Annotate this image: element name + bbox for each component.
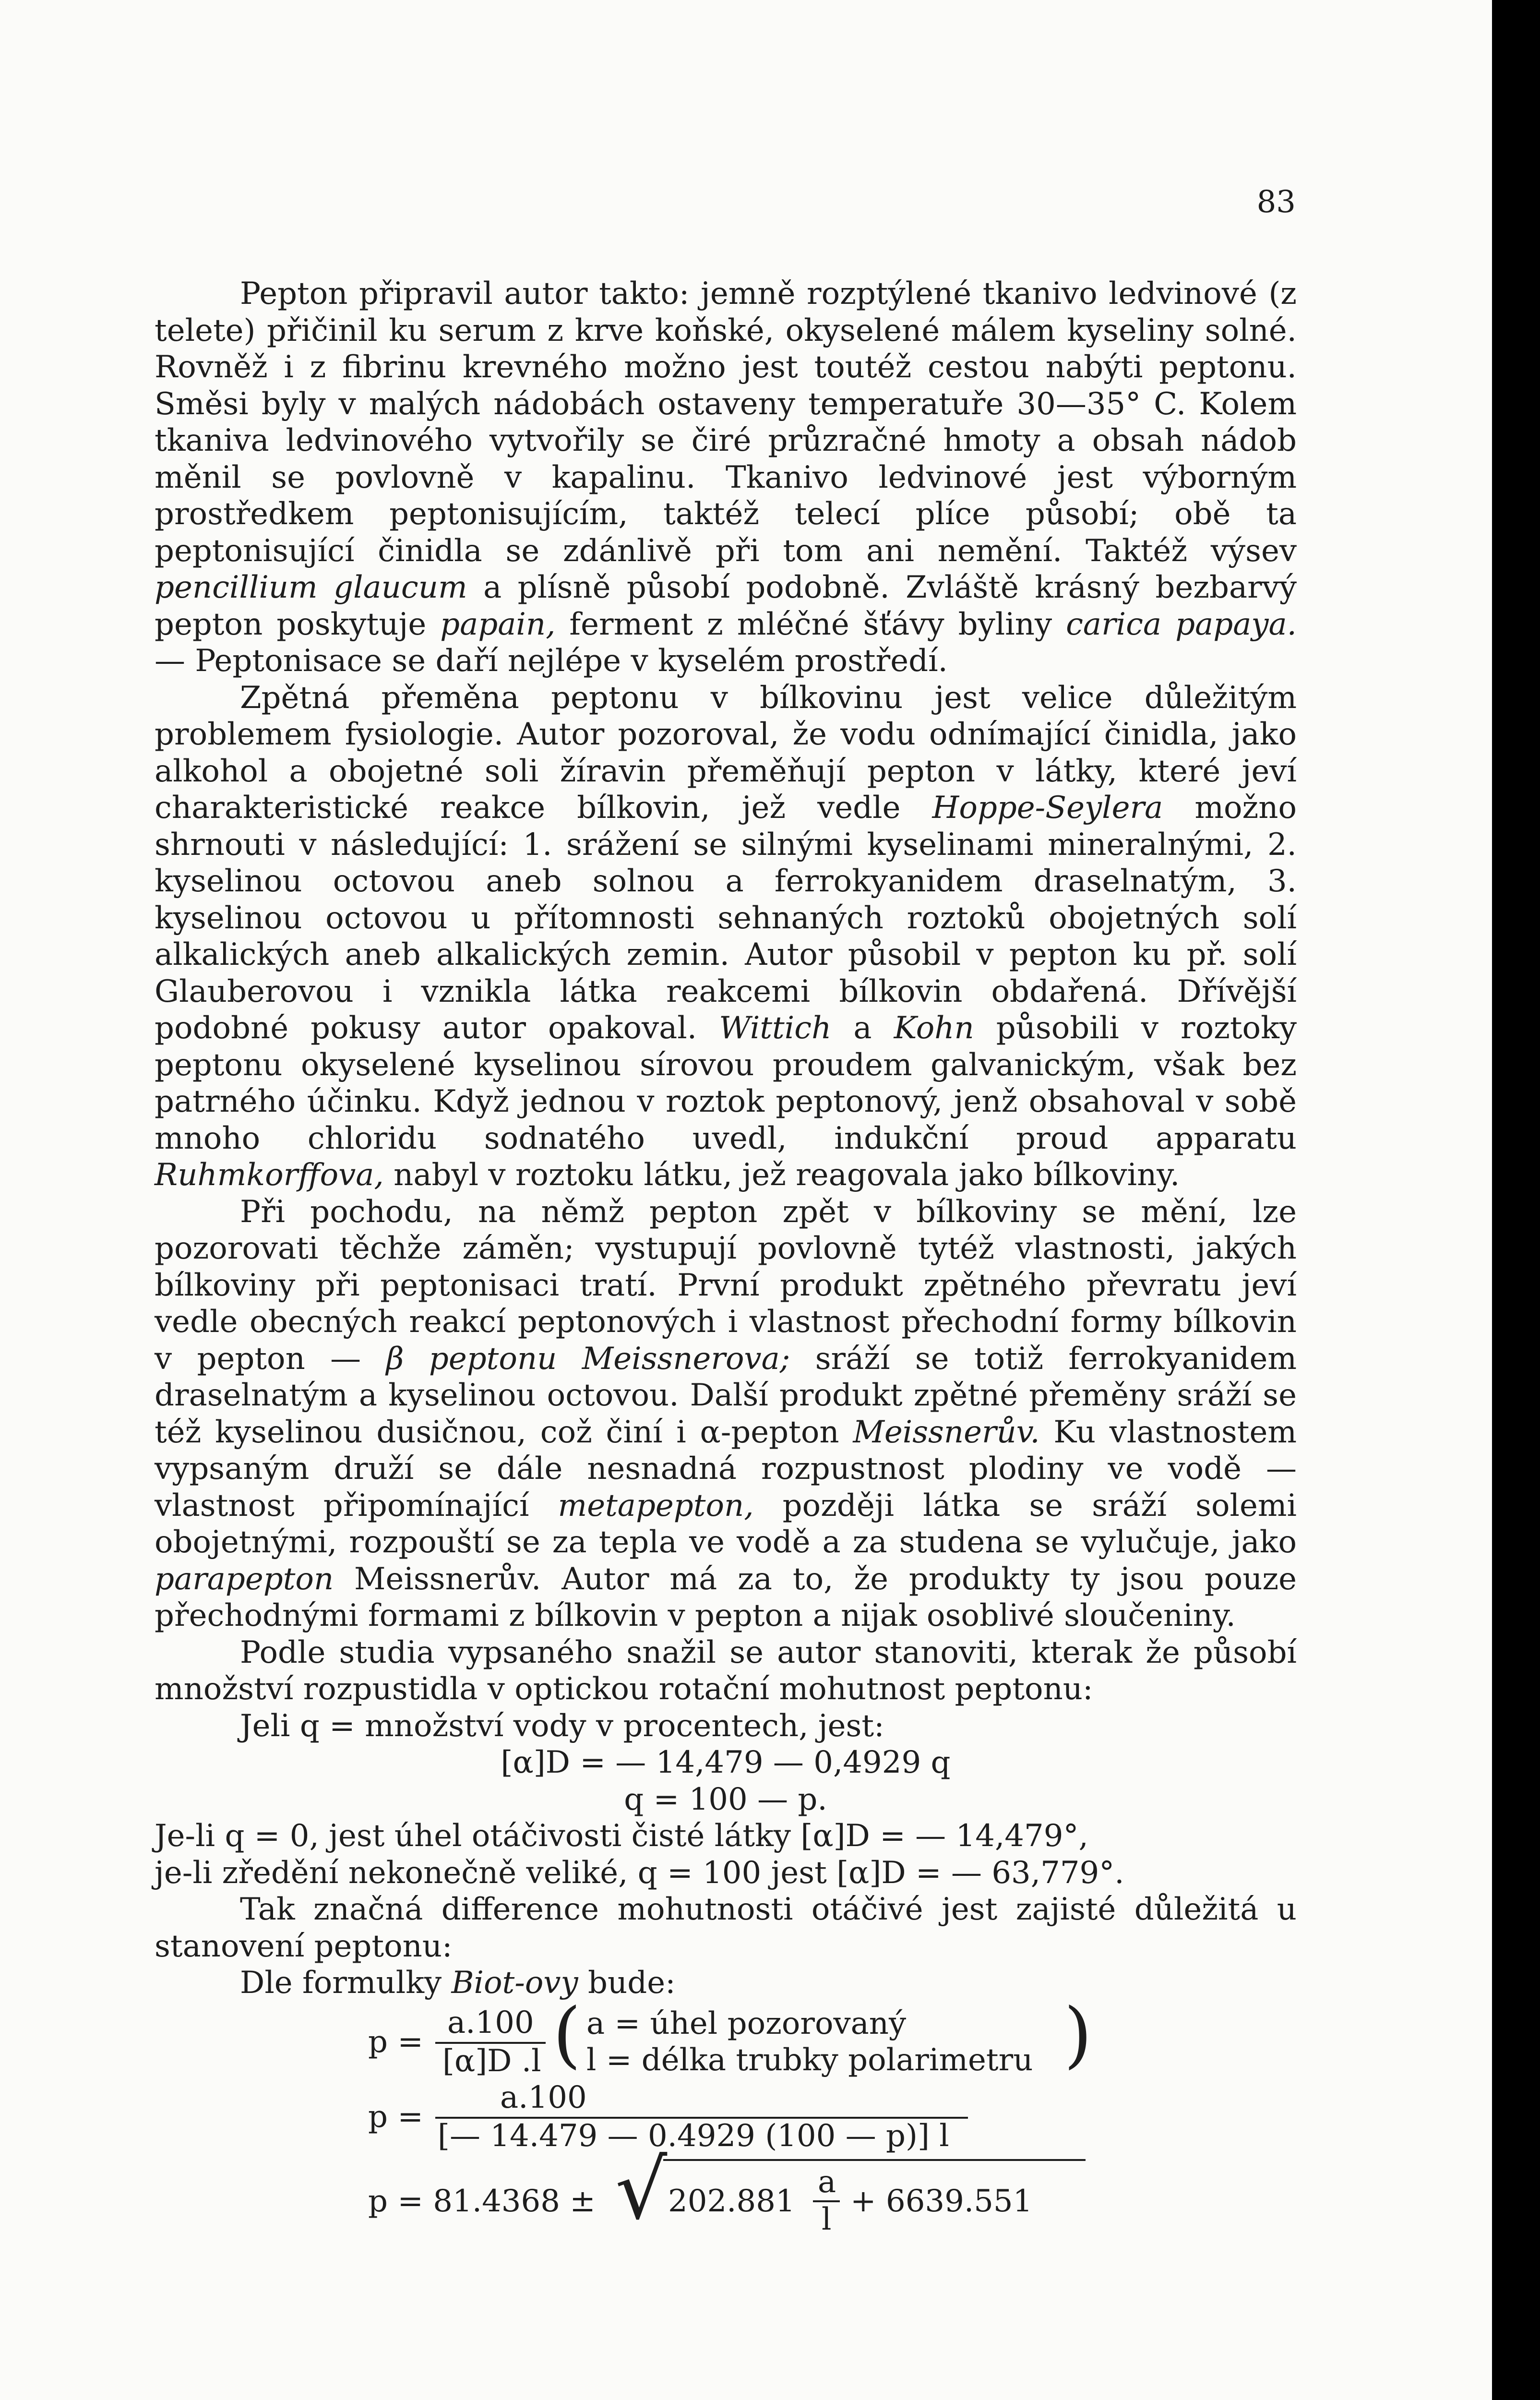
text-run: možno shrnouti v následující: 1. srážení se silnými kyselinami mineralnými, 2. kyselinou octovou aneb solnou a ferrokyanidem draselnatým, 3. kyselinou octovou u přítomnosti sehnaných roztoků obojetných solí alkalických aneb alkalických zemin. Autor působil v pepton ku př. solí Glauberovou i vznikla látka reakcemi bílkovin obdařená. Dřívější podobné pokusy autor opakoval. — [155, 790, 1297, 1046]
formula-3 — [155, 2142, 1297, 2238]
brace-right: ) — [1064, 1992, 1092, 2076]
root-bar — [663, 2159, 1086, 2161]
body-text — [155, 276, 1297, 2239]
formula-3-frac-den: l — [822, 2201, 832, 2237]
brace-left: ( — [553, 1992, 581, 2076]
italic-term: Hoppe-Seylera — [932, 790, 1163, 826]
line-dilute: je-li zředění nekonečně veliké, q = 100 jest [α]D = — 63,779°. — [155, 1855, 1124, 1891]
text-run: působili v roztoky peptonu okyselené kyselinou sírovou proudem galvanickým, však bez patrného účinku. Když jednou v roztok peptonový, jenž obsahoval v sobě mnoho chloridu sodnatého uvedl, indukční proud apparatu — [155, 1010, 1297, 1156]
text-run: později látka se sráží solemi obojetnými, rozpouští se za tepla ve vodě a za studena se vylučuje, jako — [155, 1488, 1297, 1560]
formula-1-lhs: p = — [368, 2024, 423, 2060]
formula-3-lhs: p = 81.4368 ± — [368, 2183, 596, 2219]
text-run: Meissnerův. Autor má za to, že produkty ty jsou pouze přechodnými formami z bílkovin v pepton a nijak osoblivé sloučeniny. — [155, 1561, 1297, 1633]
scan-border-right — [1492, 0, 1540, 2400]
formula-1-note-l: l = délka trubky polarimetru — [586, 2042, 1033, 2078]
text-run: ferment z mléčné šťávy byliny — [555, 606, 1066, 642]
text-run: sráží se totiž ferrokyanidem draselnatým a kyselinou octovou. Další produkt zpětné přeměny sráží se též kyselinou dusičnou, což činí i α-pepton — [155, 1341, 1297, 1450]
italic-term: Kohn — [894, 1010, 974, 1046]
italic-term: metapepton, — [558, 1488, 754, 1524]
formula-2 — [155, 2079, 1297, 2154]
text-run: Při pochodu, na němž pepton zpět v bílkoviny se mění, lze pozorovati těchže záměn; vystupují povlovně tytéž vlastnosti, jakých bílkoviny při peptonisaci tratí. První produkt zpětného převratu jeví vedle obecných reakcí peptonových i vlastnost přechodní formy bílkovin v pepton — — [155, 1194, 1297, 1377]
italic-term: pencillium glaucum — [155, 570, 467, 605]
italic-term: papain, — [440, 606, 556, 642]
paragraph-1 — [155, 276, 1297, 680]
text-run: Ku vlastnostem vypsaným druží se dále nesnadná rozpustnost plodiny ve vodě — vlastnost připomínající — [155, 1414, 1297, 1524]
italic-term: Ruhmkorffova, — [155, 1157, 384, 1193]
paragraph-3 — [155, 1194, 1297, 1634]
italic-term: Wittich — [719, 1010, 832, 1046]
text-run: Zpětná přeměna peptonu v bílkovinu jest velice důležitým problemem fysiologie. Autor pozoroval, že vodu odnímající činidla, jako alkohol a obojetné soli žíravin přeměňují pepton v látky, které jeví charakteristické reakce bílkovin, jež vedle — [155, 680, 1297, 826]
line-biot — [155, 1965, 1297, 2002]
text-run: a plísně působí podobně. Zvláště krásný bezbarvý pepton poskytuje — [155, 570, 1297, 642]
equation-rotation: [α]D = — 14,479 — 0,4929 q — [501, 1745, 951, 1780]
formula-2-lhs: p = — [368, 2099, 423, 2135]
formula-2-numerator: a.100 — [500, 2079, 587, 2115]
text-run: Pepton připravil autor takto: jemně rozptýlené tkanivo ledvinové (z telete) přičinil ku serum z krve koňské, okyselené málem kyseliny solné. Rovněž i z fibrinu krevného možno jest toutéž cestou nabýti peptonu. Směsi byly v malých nádobách ostaveny temperatuře 30—35° C. Kolem tkaniva ledvinového vytvořily se čiré průzračné hmoty a obsah nádob měnil se povlovně v kapalinu. Tkanivo ledvinové jest výborným prostředkem peptonisujícím, taktéž telecí plíce působí; obě ta peptonisující činidla se zdánlivě při tom ani nemění. Taktéž výsev — [155, 276, 1297, 569]
formula-1-denominator: [α]D .l — [442, 2043, 541, 2079]
text-run: a — [831, 1010, 894, 1046]
italic-term: Meissnerův. — [853, 1414, 1040, 1450]
formula-2-denominator: [— 14.479 — 0.4929 (100 — p)] l — [438, 2118, 949, 2154]
italic-term: carica papaya. — [1066, 606, 1297, 642]
italic-term: parapepton — [155, 1561, 334, 1597]
line-pure: Je-li q = 0, jest úhel otáčivosti čisté látky [α]D = — 14,479°, — [155, 1818, 1088, 1854]
formula-3-tail: + 6639.551 — [850, 2183, 1033, 2219]
line-definition: Jeli q = množství vody v procentech, jest: — [240, 1708, 884, 1744]
equation-q: q = 100 — p. — [624, 1781, 827, 1817]
formula-1-numerator: a.100 — [447, 2004, 534, 2040]
text-run: — Peptonisace se daří nejlépe v kyselém prostředí. — [155, 643, 948, 679]
text-run: bude: — [578, 1965, 676, 2001]
paragraph-5: Tak značná difference mohutnosti otáčivé jest zajisté důležitá u stanovení peptonu: — [155, 1892, 1297, 1964]
formula-3-frac-num: a — [818, 2164, 836, 2200]
page-number: 83 — [1256, 184, 1296, 220]
italic-term: Biot-ovy — [451, 1965, 578, 2001]
paragraph-4: Podle studia vypsaného snažil se autor stanoviti, kterak že působí množství rozpustidla v optickou rotační mohutnost peptonu: — [155, 1634, 1297, 1707]
paragraph-2 — [155, 680, 1297, 1194]
formula-1-note-a: a = úhel pozorovaný — [586, 2005, 907, 2041]
root-sign: √ — [615, 2142, 668, 2238]
formula-3-radicand: 202.881 — [668, 2183, 795, 2219]
text-run: nabyl v roztoku látku, jež reagovala jako bílkoviny. — [383, 1157, 1180, 1193]
text-run: Dle formulky — [240, 1965, 452, 2001]
formula-1 — [155, 1992, 1297, 2079]
italic-term: β peptonu Meissnerova; — [386, 1341, 790, 1377]
